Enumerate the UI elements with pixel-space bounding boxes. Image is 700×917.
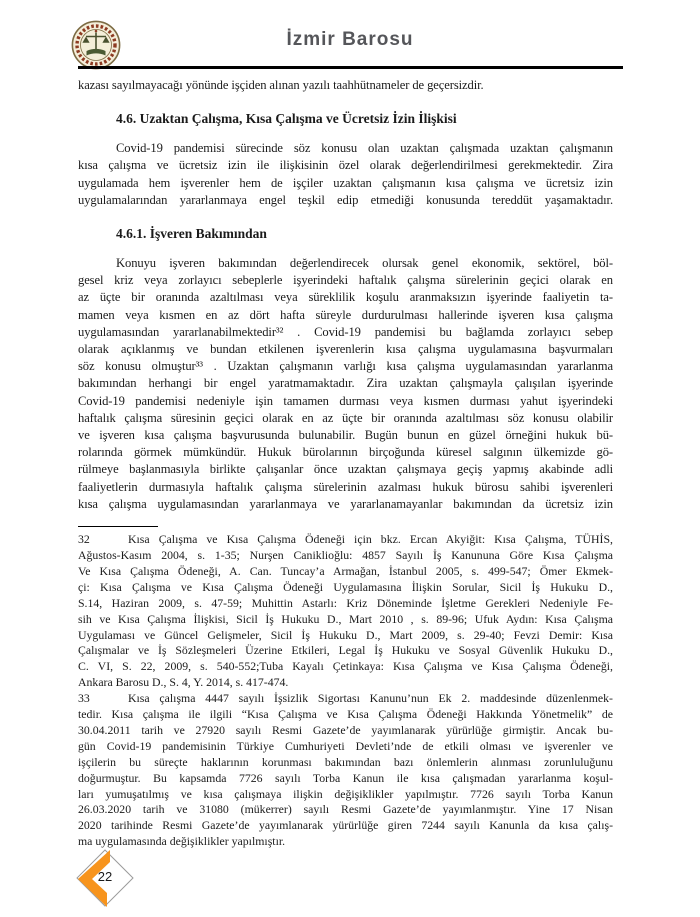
document-body [78, 74, 613, 850]
text-line: ma uygulamasında değişiklikler yapılmıştır. [78, 834, 286, 849]
header-rule [78, 66, 623, 69]
text-line: ları yumuşatılmış ve kısa çalışmaya ilişkin değişiklikler yapılmıştır. 7726 sayılı Torba Kanun [78, 786, 613, 801]
footnote-32-first-text: Kısa Çalışma ve Kısa Çalışma Ödeneği için bkz. Ercan Akyiğit: Kısa Çalışma, TÜHİS, [128, 532, 613, 547]
text-line: C. VI, S. 22, 2009, s. 540-552;Tuba Kayalı Çetinkaya: Kısa Çalışma ve Kısa Çalışma Ödeneği, [78, 659, 613, 674]
text-line: olarak açıklanmış ve bundan etkilenen işverenlerin kısa çalışma uygulamasına başvurmaları [78, 342, 613, 357]
text-line: 30.04.2011 tarih ve 27920 sayılı Resmi Gazete’de yayımlanarak yürürlüğe girmiştir. Ancak bu- [78, 722, 613, 737]
text-line: 2020 tarihinde Resmi Gazete’de yayımlanarak yürürlüğe giren 7244 sayılı Kanunla da kısa çalış- [78, 818, 613, 833]
text-line: uygulamalarından yararlanmaya engel teşkil edip etmediği konusunda tereddüt yaşamaktadır. [78, 192, 613, 207]
text-line: Ağustos-Kasım 2004, s. 1-35; Nurşen Caniklioğlu: 4857 Sayılı İş Kanununa Göre Kısa Çalışma [78, 547, 613, 562]
section-4-6-heading: 4.6. Uzaktan Çalışma, Kısa Çalışma ve Ücretsiz İzin İlişkisi [116, 111, 457, 127]
text-line: rolarında görmek mümkündür. Hukuk bürolarının birçoğunda küresel salgının ülkemizde gö- [78, 445, 613, 460]
carryover-paragraph-line: kazası sayılmayacağı yönünde işçiden alınan yazılı taahhütnameler de geçersizdir. [78, 78, 484, 92]
text-line: Ve Kısa Çalışma Ödeneği, A. Can. Tuncay’a Armağan, İstanbul 2005, s. 499-547; Ömer Ekmek- [78, 563, 613, 578]
footnote-32 [78, 532, 613, 691]
text-line: gesel kriz veya zorlayıcı sebeplerle işyerindeki haftalık çalışma sürelerinin geçici olarak en [78, 273, 613, 288]
text-line: 26.03.2020 tarih ve 31080 (mükerrer) sayılı Resmi Gazete’de yayımlanmıştır. Yine 17 Nisan [78, 802, 613, 817]
text-line: haftalık çalışma süresinin geçici olarak en az üçte bir oranında azaltılması söz konusu olabilir [78, 410, 613, 425]
footnote-32-body [78, 548, 613, 691]
text-line: söz konusu olmuştur³³ . Uzaktan çalışmanın varlığı kısa çalışma uygulamasından yararlanma [78, 359, 613, 374]
text-line: ve işveren kısa çalışma başvurusunda bulunabilir. Bugün bunun en güzel örneğini hukuk bü- [78, 428, 613, 443]
footnote-separator-rule [78, 526, 158, 527]
text-line: Ankara Barosu D., S. 4, Y. 2014, s. 417-474. [78, 675, 289, 690]
text-line: faaliyetlerin durmasıyla haftalık çalışma sürelerinin azalması hukuk bürosu sahibi işverenleri [78, 479, 613, 494]
text-line: Covid-19 pandemisi sürecinde söz konusu olan uzaktan çalışmada uzaktan çalışmanın [116, 141, 613, 156]
text-line: Çalışmalar ve İş Sözleşmeleri Üzerine Etkileri, Legal İş Hukuku ve Sosyal Güvenlik Hukuku D., [78, 643, 613, 658]
text-line: gün Covid-19 pandemisinin Türkiye Cumhuriyeti Devleti’nde de etkili olması ve işverenler ve [78, 738, 613, 753]
text-line: rülmeye başlanmasıyla birlikte çalışanlar önce uzaktan çalışmaya geçiş yapmış akabinde adli [78, 462, 613, 477]
text-line: sih ve Kısa Çalışma İlişkisi, Sicil İş Hukuku D., Mart 2010 , s. 89-96; Ufuk Aydın: Kısa Çalışma [78, 611, 613, 626]
footnote-33-first-line [78, 691, 613, 707]
text-line: uygulamada hem işverenler hem de işçiler uzaktan çalışmanın kısa çalışma ve ücretsiz izin [78, 175, 613, 190]
text-line: S.14, Haziran 2009, s. 47-59; Muhittin Astarlı: Kriz Döneminde İşletme Gerekleri Nedeniyle Fe- [78, 595, 613, 610]
text-line: mamen veya kısmen en az dört hafta süreyle durdurulması hallerinde işveren kısa çalışma [78, 307, 613, 322]
text-line: doğurmuştur. Bu kapsamda 7726 sayılı Torba Kanun ile kısa çalışmadan yararlanma koşul- [78, 770, 613, 785]
text-line: kısa çalışma uygulamasından yararlanmaya ve yararlanamayanlar bakımından da ücretsiz izin [78, 496, 613, 511]
text-line: az üçte bir oranında azaltılması veya süreklilik koşulu aranmaksızın işyerinde faaliyetin ta- [78, 290, 613, 305]
text-line: Konuyu işveren bakımından değerlendirecek olursak genel ekonomik, sektörel, böl- [116, 256, 613, 271]
section-4-6-paragraph [78, 140, 613, 209]
footnote-33-first-text: Kısa çalışma 4447 sayılı İşsizlik Sigortası Kanunu’nun Ek 2. maddesinde düzenlenmek- [128, 691, 613, 706]
text-line: Covid-19 pandemisi nedeniyle işin tamamen durması veya kısmen durması yahut işyerindeki [78, 393, 613, 408]
footnote-33-body [78, 707, 613, 850]
text-line: kısa çalışma ve ücretsiz izin ile ilişkisinin özel olarak değerlendirilmesi gerekmektedir. Zira [78, 158, 613, 173]
page-header-title: İzmir Barosu [286, 29, 414, 50]
section-4-6-1-paragraph [78, 255, 613, 513]
section-4-6-1-heading: 4.6.1. İşveren Bakımından [116, 226, 267, 242]
text-line: uygulamasından yararlanabilmektedir³² . Covid-19 pandemisi bu bağlamda zorlayıcı sebep [78, 324, 613, 339]
text-line: Uygulaması ve Güncel Gelişmeler, Sicil İş Hukuku D., Mart 2009, s. 29-40; Fevzi Demir: Kısa [78, 627, 613, 642]
footnote-32-first-line [78, 532, 613, 548]
text-line: çi: Kısa Çalışma ve Kısa Çalışma Ödeneği Uygulamasına İlişkin Sorular, Sicil İş Hukuku D., [78, 579, 613, 594]
text-line: bakımından herhangi bir engel yaratmamaktadır. Zira uzaktan çalışmayla çalışılan işyerinde [78, 376, 613, 391]
text-line: tedir. Kısa çalışma ile ilgili “Kısa Çalışma ve Kısa Çalışma Ödeneği Hakkında Yönetmelik” de [78, 707, 613, 722]
page-number-marker [74, 847, 136, 909]
footnote-33 [78, 691, 613, 850]
footnote-33-number: 33 [78, 691, 90, 706]
text-line: işçilerin bu süreçte haklarının korunması bakımından bazı önlemlerin alınması zorunluluğunu [78, 754, 613, 769]
page-number: 22 [97, 869, 113, 884]
footnote-32-number: 32 [78, 532, 90, 547]
